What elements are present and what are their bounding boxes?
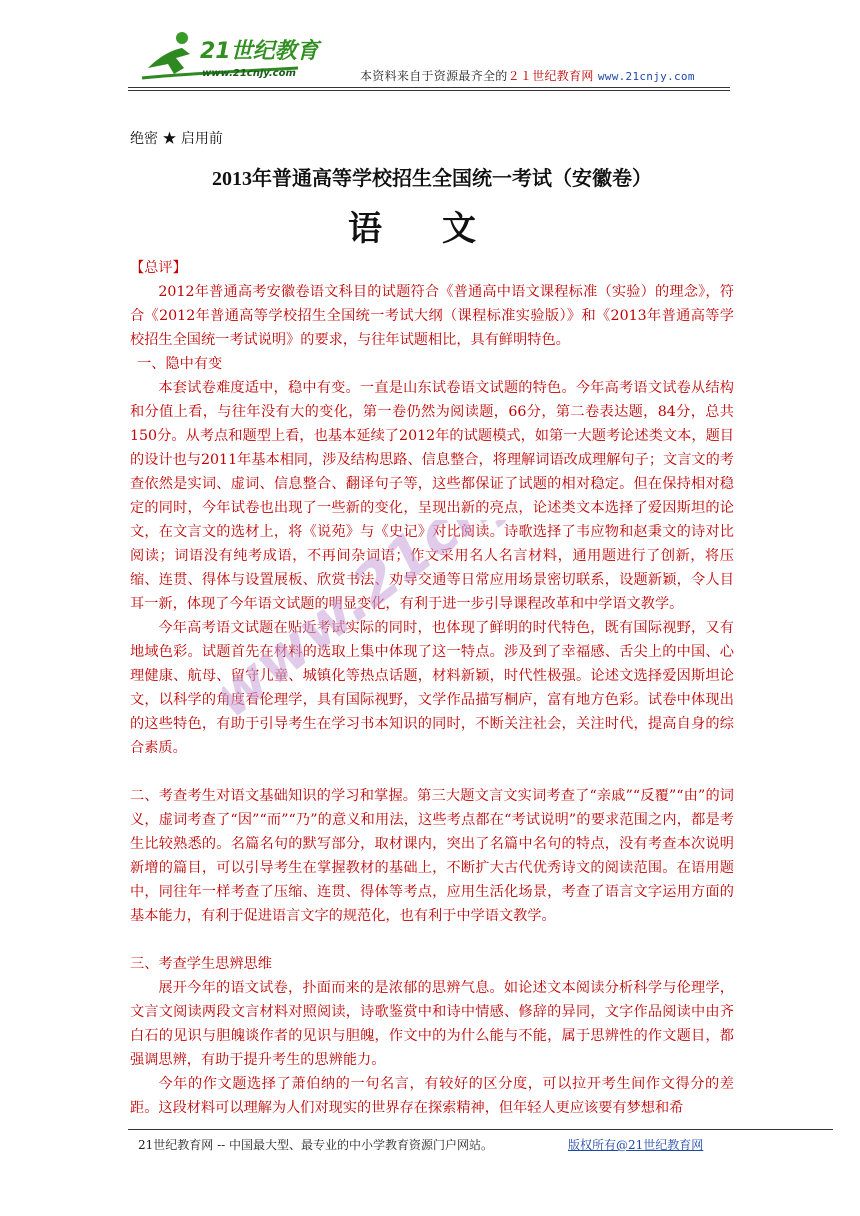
header-divider xyxy=(128,87,730,88)
copyright-link[interactable]: 版权所有@21世纪教育网 xyxy=(568,1138,704,1152)
logo-url: www.21cnjy.com xyxy=(202,68,296,79)
header-note xyxy=(360,67,695,84)
header-brand: ２１世纪教育网 xyxy=(507,69,594,83)
section-heading: 一、隐中有变 xyxy=(137,356,223,372)
header-note-prefix: 本资料来自于资源最齐全的 xyxy=(360,69,508,83)
footer-divider xyxy=(128,1129,833,1130)
site-logo[interactable] xyxy=(138,28,338,86)
exam-title: 2013年普通高等学校招生全国统一考试（安徽卷） xyxy=(212,168,652,190)
subject-title: 语文 xyxy=(348,209,536,249)
paragraph: 本套试卷难度适中，稳中有变。一直是山东试卷语文试题的特色。今年高考语文试卷从结构和分值上看，与往年没有大的变化，第一卷仍然为阅读题，66分，第二卷表达题，84分，总共150分。从考点和题型上看，也基本延续了2012年的试题模式，如第一大题考论述类文本，题目的设计也与2011年基本相同，涉及结构思路、信息整合，将理解词语改成理解句子；文言文的考查依然是实词、虚词、信息整合、翻译句子等，这些都保证了试题的相对稳定。但在保持相对稳定的同时，今年试卷也出现了一些新的变化，呈现出新的亮点，论述类文本选择了爱因斯坦的论文，在文言文的选材上，将《说苑》与《史记》对比阅读。诗歌选择了韦应物和赵秉文的诗对比阅读；词语没有纯考成语，不再间杂词语；作文采用名人名言材料，通用题进行了创新，将压缩、连贯、得体与设置展板、欣赏书法、劝导交通等日常应用场景密切联系，设题新颖，令人目耳一新，体现了今年语文试题的明显变化，有利于进一步引导课程改革和中学语文教学。 xyxy=(130,380,734,612)
watermark-text: www.21cnjy.com xyxy=(222,520,642,732)
section-heading: 三、考查学生思辨思维 xyxy=(130,956,272,972)
page-header xyxy=(0,0,860,90)
paragraph: 今年的作文题选择了萧伯纳的一句名言，有较好的区分度，可以拉开考生间作文得分的差距。这段材料可以理解为人们对现实的世界存在探索精神，但年轻人更应该要有梦想和希 xyxy=(130,1076,734,1116)
runner-logo-icon xyxy=(138,28,338,86)
document-body xyxy=(130,128,734,1120)
header-divider-2 xyxy=(128,90,730,91)
section-label: 【总评】 xyxy=(130,260,187,276)
paragraph: 二、考查考生对语文基础知识的学习和掌握。第三大题文言文实词考查了“亲戚”“反覆”“由”的词义，虚词考查了“因”“而”“乃”的意义和用法，这些考点都在“考试说明”的要求范围之内，都是考生比较熟悉的。名篇名句的默写部分，取材课内，突出了名篇中名句的特点，没有考查本次说明新增的篇目，可以引导考生在掌握教材的基础上，不断扩大古代优秀诗文的阅读范围。在语用题中，同往年一样考查了压缩、连贯、得体等考点，应用生活化场景，考查了语言文字运用方面的基本能力，有利于促进语言文字的规范化，也有利于中学语文教学。 xyxy=(130,788,734,924)
logo-wordmark: 21世纪教育 xyxy=(200,39,319,64)
paragraph: 今年高考语文试题在贴近考试实际的同时，也体现了鲜明的时代特色，既有国际视野，又有地域色彩。试题首先在材料的选取上集中体现了这一特点。涉及到了幸福感、舌尖上的中国、心理健康、航母、留守儿童、城镇化等热点话题，材料新颖，时代性极强。论述文选择爱因斯坦论文，以科学的角度看伦理学，具有国际视野，文学作品描写桐庐，富有地方色彩。试卷中体现出的这些特色，有助于引导考生在学习书本知识的同时，不断关注社会，关注时代，提高自身的综合素质。 xyxy=(130,620,734,756)
secret-line: 绝密 ★ 启用前 xyxy=(130,131,223,147)
paragraph: 2012年普通高考安徽卷语文科目的试题符合《普通高中语文课程标准（实验）的理念》，符合《2012年普通高等学校招生全国统一考试大纲（课程标准实验版）》和《2013年普通高等学校招生全国统一考试说明》的要求，与往年试题相比，具有鲜明特色。 xyxy=(130,284,734,348)
paragraph: 展开今年的语文试卷，扑面而来的是浓郁的思辨气息。如论述文本阅读分析科学与伦理学，文言文阅读两段文言材料对照阅读，诗歌鉴赏中和诗中情感、修辞的异同，文字作品阅读中由齐白石的见识与胆魄谈作者的见识与胆魄，作文中的为什么能与不能，属于思辨性的作文题目，都强调思辨，有助于提升考生的思辨能力。 xyxy=(130,980,734,1068)
footer-text: 21世纪教育网 -- 中国最大型、最专业的中小学教育资源门户网站。 xyxy=(138,1138,494,1152)
header-url-link[interactable]: www.21cnjy.com xyxy=(597,70,695,83)
